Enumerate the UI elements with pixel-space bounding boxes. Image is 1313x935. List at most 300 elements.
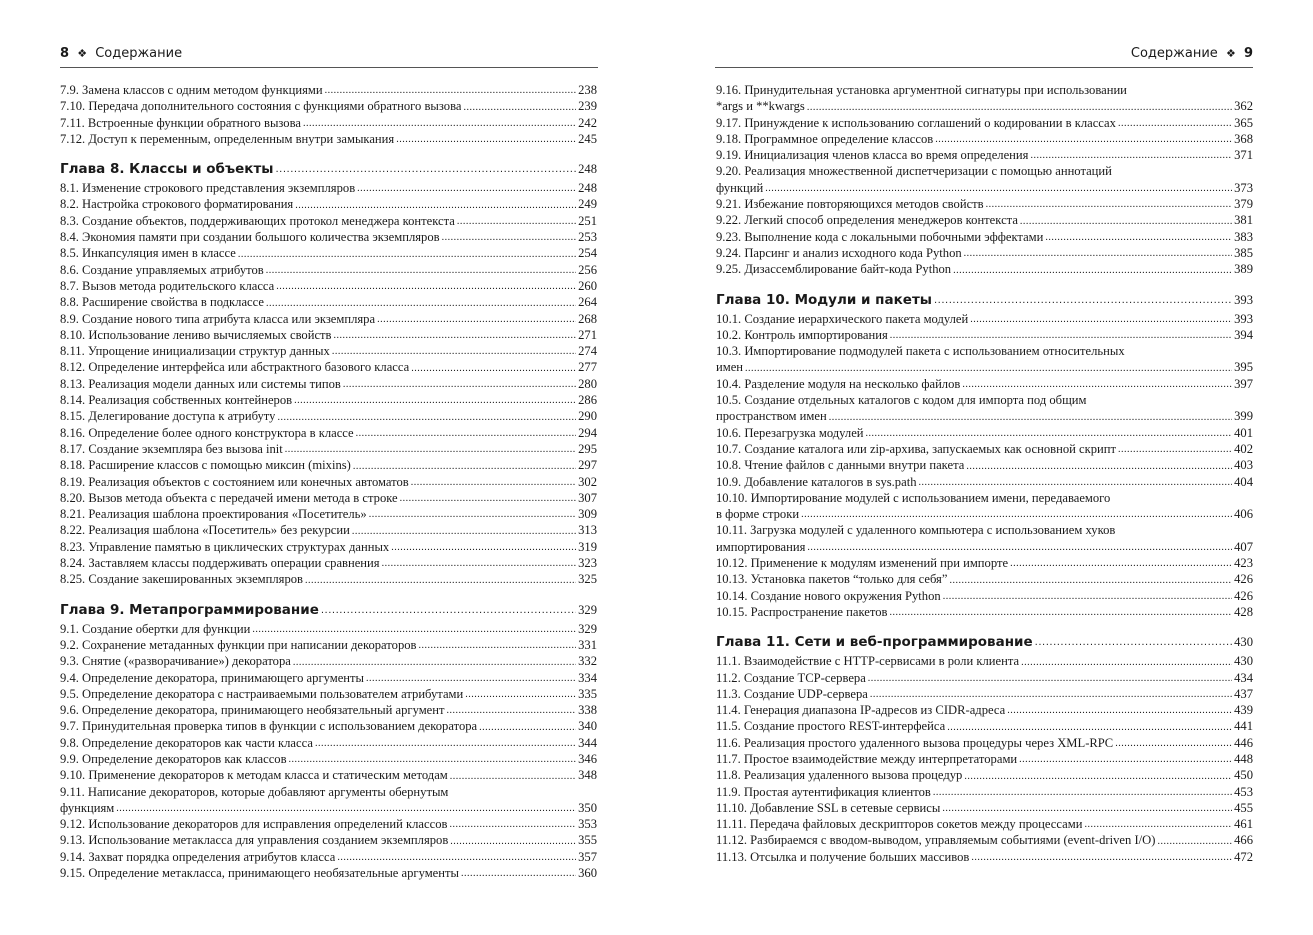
dot-leader [116, 800, 576, 816]
toc-entry [716, 604, 1253, 620]
entry-title: 11.10. Добавление SSL в сетевые сервисы [716, 800, 941, 815]
dot-leader [829, 409, 1232, 425]
left-page [0, 0, 656, 935]
dot-leader [450, 833, 576, 849]
page-ref: 423 [1234, 556, 1253, 571]
toc-entry [716, 816, 1253, 832]
entry-title: 11.4. Генерация диапазона IP-адресов из CIDR-адреса [716, 703, 1006, 718]
toc-entry [716, 474, 1253, 490]
toc-entry [60, 294, 597, 310]
page-ref: 334 [578, 670, 597, 685]
page-ref: 344 [578, 735, 597, 750]
entry-title: 9.9. Определение декораторов как классов [60, 751, 287, 766]
page-ref: 406 [1234, 507, 1253, 522]
dot-leader [391, 539, 576, 555]
page-ref: 307 [578, 490, 597, 505]
entry-title: 11.5. Создание простого REST-интерфейса [716, 719, 946, 734]
toc-entry [60, 670, 597, 686]
page-ref: 238 [578, 83, 597, 97]
dot-leader [293, 654, 576, 670]
toc-entry [60, 441, 597, 457]
page-ref: 248 [578, 181, 597, 196]
dot-leader [377, 311, 576, 327]
page-ref: 277 [578, 360, 597, 375]
toc-entry [716, 718, 1253, 734]
dot-leader [411, 474, 576, 490]
page-ref: 331 [578, 637, 597, 652]
entry-title: 9.24. Парсинг и анализ исходного кода Python [716, 245, 962, 260]
entry-title: 11.13. Отсылка и получение больших массивов [716, 849, 970, 864]
page-ref: 439 [1234, 703, 1253, 718]
page-ref: 249 [578, 197, 597, 212]
entry-title: 8.6. Создание управляемых атрибутов [60, 262, 264, 277]
dot-leader [352, 523, 576, 539]
toc-entry [716, 555, 1253, 571]
dot-leader [447, 702, 577, 718]
toc-entry [716, 82, 1253, 115]
entry-title: 10.2. Контроль импортирования [716, 327, 888, 342]
page-ref: 373 [1234, 180, 1253, 195]
chapter-heading [716, 291, 1253, 309]
entry-title: 11.12. Разбираемся с вводом-выводом, управляемым событиями (event-driven I/O) [716, 833, 1156, 848]
header-rule [715, 67, 1253, 68]
toc-entry [716, 686, 1253, 702]
entry-title-line1: 10.11. Загрузка модулей с удаленного компьютера с использованием хуков [716, 523, 1116, 538]
toc-entry [60, 327, 597, 343]
page-ref: 323 [578, 556, 597, 571]
dot-leader [953, 262, 1232, 278]
toc-entry [716, 147, 1253, 163]
page-ref: 313 [578, 523, 597, 538]
toc-entry [716, 327, 1253, 343]
entry-title-line1: 10.3. Импортирование подмодулей пакета с использованием относительных [716, 344, 1125, 359]
toc-entry [60, 115, 597, 131]
toc-entry [716, 311, 1253, 327]
toc-list [716, 82, 1253, 865]
toc-entry [60, 702, 597, 718]
toc-entry [716, 115, 1253, 131]
entry-title-line1: 9.11. Написание декораторов, которые добавляют аргументы обернутым [60, 784, 449, 799]
toc-entry [716, 261, 1253, 277]
entry-title: 9.8. Определение декораторов как части класса [60, 735, 313, 750]
entry-title: 8.15. Делегирование доступа к атрибуту [60, 409, 276, 424]
dot-leader [889, 604, 1232, 620]
page-ref: 441 [1234, 719, 1253, 734]
dot-leader [870, 686, 1232, 702]
ornament-icon: ❖ [77, 47, 88, 60]
toc-entry [716, 522, 1253, 555]
dot-leader [801, 506, 1232, 522]
dot-leader [382, 555, 577, 571]
dot-leader [868, 670, 1232, 686]
dot-leader [971, 849, 1232, 865]
header-rule [60, 67, 598, 68]
page-ref: 434 [1234, 670, 1253, 685]
page-ref: 332 [578, 654, 597, 669]
dot-leader [890, 327, 1232, 343]
page-ref: 403 [1234, 458, 1253, 473]
toc-entry [716, 767, 1253, 783]
dot-leader [266, 295, 576, 311]
toc-entry [60, 213, 597, 229]
dot-leader [933, 784, 1232, 800]
toc-entry [716, 751, 1253, 767]
toc-entry [60, 408, 597, 424]
entry-title: 8.13. Реализация модели данных или системы типов [60, 376, 341, 391]
ornament-icon: ❖ [1225, 47, 1236, 60]
entry-title: 8.20. Вызов метода объекта с передачей имени метода в строке [60, 490, 398, 505]
dot-leader [400, 490, 576, 506]
page-ref: 335 [578, 686, 597, 701]
page-ref: 280 [578, 376, 597, 391]
dot-leader [366, 670, 576, 686]
entry-title: 8.9. Создание нового типа атрибута класса или экземпляра [60, 311, 376, 326]
entry-title: 10.6. Перезагрузка модулей [716, 425, 864, 440]
entry-title-line1: 9.20. Реализация множественной диспетчеризации с помощью аннотаций [716, 164, 1112, 179]
dot-leader [866, 425, 1233, 441]
page-ref: 346 [578, 751, 597, 766]
toc-entry [60, 621, 597, 637]
toc-entry [60, 832, 597, 848]
page-ref: 455 [1234, 800, 1253, 815]
entry-title: 11.9. Простая аутентификация клиентов [716, 784, 931, 799]
entry-title: 9.18. Программное определение классов [716, 131, 934, 146]
toc-entry [60, 180, 597, 196]
dot-leader [943, 588, 1232, 604]
entry-title: 10.7. Создание каталога или zip-архива, запускаемых как основной скрипт [716, 441, 1116, 456]
dot-leader [1035, 633, 1232, 651]
page-ref: 383 [1234, 229, 1253, 244]
page-ref: 365 [1234, 115, 1253, 130]
entry-title: 8.16. Определение более одного конструктора в классе [60, 425, 354, 440]
entry-line2 [716, 408, 1253, 424]
entry-title: 9.13. Использование метакласса для управления созданием экземпляров [60, 833, 449, 848]
dot-leader [807, 539, 1232, 555]
entry-title: 8.21. Реализация шаблона проектирования «Посетитель» [60, 507, 367, 522]
dot-leader [266, 262, 576, 278]
entry-title: 8.24. Заставляем классы поддерживать операции сравнения [60, 556, 380, 571]
dot-leader [294, 392, 576, 408]
dot-leader [964, 245, 1232, 261]
entry-title: 11.3. Создание UDP-сервера [716, 686, 868, 701]
page-ref: 256 [578, 262, 597, 277]
dot-leader [942, 800, 1232, 816]
dot-leader [479, 719, 576, 735]
toc-entry [716, 784, 1253, 800]
toc-entry [60, 98, 597, 114]
page-ref: 472 [1234, 849, 1253, 864]
running-header [60, 45, 182, 63]
dot-leader [343, 376, 576, 392]
entry-line2 [716, 359, 1253, 375]
page-ref: 350 [578, 800, 597, 815]
page-ref: 401 [1234, 425, 1253, 440]
toc-entry [716, 212, 1253, 228]
dot-leader [277, 409, 576, 425]
entry-line2 [716, 98, 1253, 114]
toc-entry [60, 343, 597, 359]
dot-leader [745, 360, 1232, 376]
dot-leader [1010, 555, 1232, 571]
entry-title-line2: импортирования [716, 539, 806, 554]
page-ref: 245 [578, 131, 597, 146]
dot-leader [337, 849, 576, 865]
dot-leader [315, 735, 576, 751]
page-ref: 268 [578, 311, 597, 326]
toc-entry [716, 163, 1253, 196]
dot-leader [419, 637, 577, 653]
dot-leader [369, 506, 576, 522]
entry-title: 9.23. Выполнение кода с локальными побочными эффектами [716, 229, 1044, 244]
entry-title: 10.4. Разделение модуля на несколько файлов [716, 376, 961, 391]
toc-entry [716, 702, 1253, 718]
toc-entry [60, 278, 597, 294]
dot-leader [1118, 441, 1232, 457]
page-ref: 381 [1234, 213, 1253, 228]
page-ref: 348 [578, 768, 597, 783]
toc-entry [60, 196, 597, 212]
chapter-heading [60, 160, 597, 178]
header-title: Содержание [95, 46, 183, 61]
dot-leader [964, 768, 1232, 784]
dot-leader [356, 425, 576, 441]
entry-title: 10.13. Установка пакетов “только для себя” [716, 572, 948, 587]
entry-title: 11.8. Реализация удаленного вызова процедур [716, 768, 963, 783]
toc-entry [60, 229, 597, 245]
entry-title: 9.6. Определение декоратора, принимающего необязательный аргумент [60, 703, 445, 718]
entry-title: 8.12. Определение интерфейса или абстрактного базового класса [60, 360, 410, 375]
page-ref: 309 [578, 507, 597, 522]
entry-title: 9.17. Принуждение к использованию соглашений о кодировании в классах [716, 115, 1116, 130]
toc-entry [60, 686, 597, 702]
toc-entry [716, 670, 1253, 686]
entry-title: 7.9. Замена классов с одним методом функциями [60, 83, 323, 97]
toc-entry [716, 849, 1253, 865]
entry-title-line2: *args и **kwargs [716, 99, 805, 114]
dot-leader [357, 180, 576, 196]
entry-title: 9.7. Принудительная проверка типов в функции с использованием декоратора [60, 719, 478, 734]
entry-title: 11.2. Создание TCP-сервера [716, 670, 866, 685]
dot-leader [463, 99, 576, 115]
page-ref: 329 [578, 621, 597, 636]
toc-entry [716, 800, 1253, 816]
toc-entry [60, 376, 597, 392]
entry-title-line1: 10.10. Импортирование модулей с использованием имени, передаваемого [716, 490, 1111, 505]
page-ref: 379 [1234, 197, 1253, 212]
toc-entry [716, 245, 1253, 261]
dot-leader [334, 327, 577, 343]
dot-leader [986, 196, 1233, 212]
page-ref: 355 [578, 833, 597, 848]
entry-title: 8.19. Реализация объектов с состоянием или конечных автоматов [60, 474, 409, 489]
dot-leader [252, 621, 576, 637]
dot-leader [461, 865, 576, 881]
dot-leader [1007, 702, 1232, 718]
page-ref: 448 [1234, 751, 1253, 766]
page-ref: 254 [578, 246, 597, 261]
dot-leader [285, 441, 576, 457]
toc-entry [60, 522, 597, 538]
entry-title: 9.22. Легкий способ определения менеджеров контекста [716, 213, 1018, 228]
entry-title: 8.18. Расширение классов с помощью миксин (mixins) [60, 458, 351, 473]
page-ref: 239 [578, 99, 597, 114]
entry-title: 8.11. Упрощение инициализации структур данных [60, 344, 330, 359]
dot-leader [321, 601, 576, 619]
page-ref: 290 [578, 409, 597, 424]
dot-leader [450, 768, 576, 784]
toc-entry [716, 571, 1253, 587]
entry-title: 10.8. Чтение файлов с данными внутри пакета [716, 458, 965, 473]
entry-line2 [60, 800, 597, 816]
dot-leader [303, 115, 576, 131]
entry-title: 11.6. Реализация простого удаленного вызова процедуры через XML-RPC [716, 735, 1114, 750]
page-ref: 426 [1234, 588, 1253, 603]
page-ref: 360 [578, 866, 597, 881]
toc-entry [716, 832, 1253, 848]
dot-leader [1118, 115, 1232, 131]
toc-entry [716, 196, 1253, 212]
toc-entry [60, 751, 597, 767]
toc-entry [716, 392, 1253, 425]
dot-leader [934, 291, 1232, 309]
dot-leader [449, 816, 576, 832]
page-ref: 251 [578, 213, 597, 228]
page-ref: 466 [1234, 833, 1253, 848]
dot-leader [947, 719, 1232, 735]
entry-title: 8.17. Создание экземпляра без вызова init [60, 441, 283, 456]
entry-title: 10.12. Применение к модулям изменений при импорте [716, 556, 1009, 571]
entry-title: 9.21. Избежание повторяющихся методов свойств [716, 197, 984, 212]
toc-entry [716, 735, 1253, 751]
dot-leader [396, 131, 576, 147]
dot-leader [238, 246, 576, 262]
entry-title: 8.22. Реализация шаблона «Посетитель» без рекурсии [60, 523, 350, 538]
toc-entry [60, 359, 597, 375]
page-ref: 329 [578, 602, 597, 617]
entry-title: 8.5. Инкапсуляция имен в классе [60, 246, 236, 261]
entry-title: 8.10. Использование лениво вычисляемых свойств [60, 327, 332, 342]
dot-leader [465, 686, 576, 702]
entry-title: 10.15. Распространение пакетов [716, 604, 888, 619]
toc-entry [60, 506, 597, 522]
page-ref: 371 [1234, 148, 1253, 163]
toc-entry [60, 767, 597, 783]
page-ref: 394 [1234, 327, 1253, 342]
page-ref: 357 [578, 849, 597, 864]
entry-title: 11.11. Передача файловых дескрипторов сокетов между процессами [716, 817, 1083, 832]
entry-title: 9.14. Захват порядка определения атрибутов класса [60, 849, 336, 864]
page-ref: 286 [578, 393, 597, 408]
entry-title: 8.14. Реализация собственных контейнеров [60, 393, 293, 408]
page-ref: 453 [1234, 784, 1253, 799]
chapter-title: Глава 9. Метапрограммирование [60, 601, 319, 618]
dot-leader [807, 99, 1232, 115]
toc-list [60, 82, 597, 881]
page-ref: 260 [578, 278, 597, 293]
page-ref: 461 [1234, 817, 1253, 832]
page-ref: 426 [1234, 572, 1253, 587]
toc-entry [60, 784, 597, 817]
entry-title: 8.3. Создание объектов, поддерживающих протокол менеджера контекста [60, 213, 455, 228]
toc-entry [716, 229, 1253, 245]
page-ref: 362 [1234, 99, 1253, 114]
chapter-title: Глава 11. Сети и веб-программирование [716, 634, 1033, 651]
entry-title: 9.3. Снятие («разворачивание») декоратора [60, 654, 291, 669]
page-ref: 395 [1234, 360, 1253, 375]
toc-entry [60, 571, 597, 587]
dot-leader [765, 180, 1232, 196]
page-ref: 430 [1234, 635, 1253, 650]
page-ref: 302 [578, 474, 597, 489]
page-ref: 338 [578, 703, 597, 718]
toc-entry [716, 425, 1253, 441]
entry-title-line1: 9.16. Принудительная установка аргументной сигнатуры при использовании [716, 83, 1127, 97]
page-ref: 428 [1234, 604, 1253, 619]
dot-leader [962, 376, 1232, 392]
chapter-title: Глава 8. Классы и объекты [60, 161, 274, 178]
entry-title: 7.11. Встроенные функции обратного вызова [60, 115, 301, 130]
entry-title: 8.2. Настройка строкового форматирования [60, 197, 294, 212]
entry-title: 10.1. Создание иерархического пакета модулей [716, 311, 969, 326]
page-ref: 385 [1234, 245, 1253, 260]
page-number: 9 [1243, 46, 1253, 61]
page-ref: 295 [578, 441, 597, 456]
toc-entry [60, 849, 597, 865]
toc-entry [60, 637, 597, 653]
page-ref: 319 [578, 539, 597, 554]
toc-entry [60, 474, 597, 490]
dot-leader [1045, 229, 1232, 245]
toc-entry [60, 816, 597, 832]
entry-title-line2: функций [716, 180, 764, 195]
dot-leader [411, 360, 576, 376]
entry-title-line2: в форме строки [716, 507, 800, 522]
page-ref: 393 [1234, 292, 1253, 307]
toc-entry [716, 131, 1253, 147]
page-ref: 437 [1234, 686, 1253, 701]
dot-leader [332, 343, 576, 359]
chapter-heading [716, 633, 1253, 651]
page-ref: 340 [578, 719, 597, 734]
entry-title: 9.2. Сохранение метаданных функции при написании декораторов [60, 637, 417, 652]
running-header [1131, 45, 1253, 63]
entry-title: 9.5. Определение декоратора с настраиваемыми пользователем атрибутами [60, 686, 464, 701]
toc-entry [716, 376, 1253, 392]
page-ref: 242 [578, 115, 597, 130]
dot-leader [295, 197, 576, 213]
entry-title: 9.1. Создание обертки для функции [60, 621, 251, 636]
right-page [656, 0, 1313, 935]
page-ref: 297 [578, 458, 597, 473]
dot-leader [970, 311, 1232, 327]
entry-line2 [716, 180, 1253, 196]
dot-leader [1020, 213, 1232, 229]
entry-title: 8.4. Экономия памяти при создании большого количества экземпляров [60, 230, 440, 245]
page-ref: 264 [578, 295, 597, 310]
toc-entry [716, 490, 1253, 523]
dot-leader [276, 278, 576, 294]
toc-entry [60, 311, 597, 327]
dot-leader [1115, 735, 1232, 751]
toc-entry [60, 539, 597, 555]
header-title: Содержание [1130, 46, 1218, 61]
entry-line2 [716, 506, 1253, 522]
entry-title: 9.12. Использование декораторов для исправления определений классов [60, 817, 448, 832]
page-ref: 393 [1234, 311, 1253, 326]
dot-leader [1021, 654, 1232, 670]
toc-entry [60, 82, 597, 98]
toc-entry [60, 245, 597, 261]
